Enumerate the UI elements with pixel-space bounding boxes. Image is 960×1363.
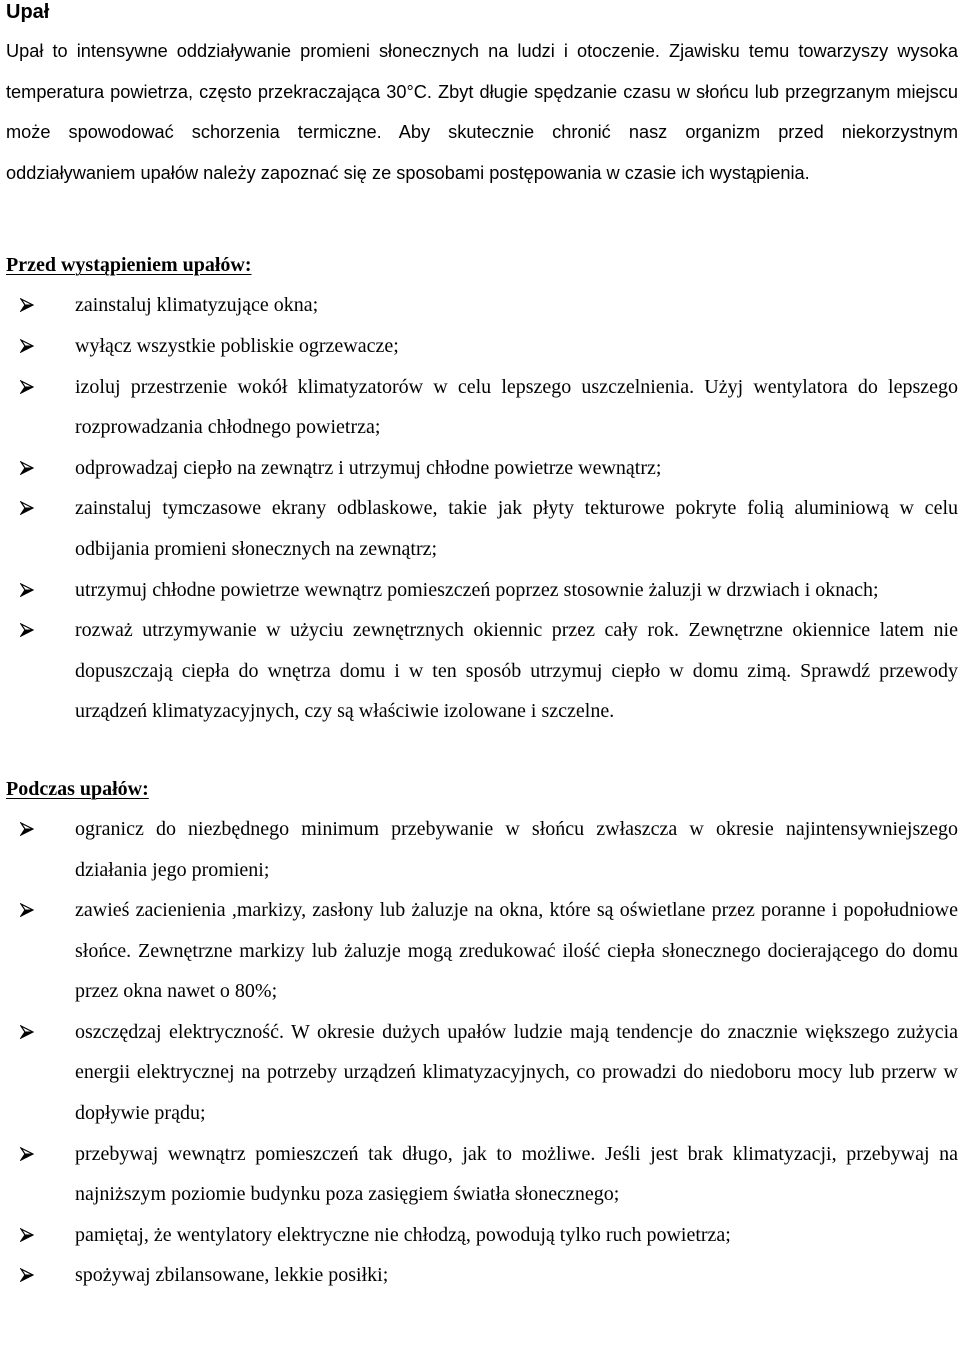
section-heading-during: Podczas upałów: (6, 777, 149, 800)
list-item: utrzymuj chłodne powietrze wewnątrz pomieszczeń poprzez stosownie żaluzji w drzwiach i oknach; (6, 570, 958, 611)
document-page (6, 0, 958, 1296)
arrowhead-bullet-icon (20, 501, 34, 515)
section-heading-before: Przed wystąpieniem upałów: (6, 254, 252, 277)
list-item: przebywaj wewnątrz pomieszczeń tak długo, jak to możliwe. Jeśli jest brak klimatyzacji, przebywaj na najniższym poziomie budynku poza zasięgiem światła słonecznego; (6, 1134, 958, 1215)
list-item: pamiętaj, że wentylatory elektryczne nie chłodzą, powodują tylko ruch powietrza; (6, 1215, 958, 1256)
arrowhead-bullet-icon (20, 822, 34, 836)
list-item: izoluj przestrzenie wokół klimatyzatorów w celu lepszego uszczelnienia. Użyj wentylatora do lepszego rozprowadzania chłodnego powietrza; (6, 367, 958, 448)
list-before-heat (6, 285, 958, 732)
list-item: wyłącz wszystkie pobliskie ogrzewacze; (6, 326, 958, 367)
list-item: zainstaluj tymczasowe ekrany odblaskowe, takie jak płyty tekturowe pokryte folią aluminiową w celu odbijania promieni słonecznych na zewnątrz; (6, 488, 958, 569)
arrowhead-bullet-icon (20, 380, 34, 394)
arrowhead-bullet-icon (20, 1228, 34, 1242)
arrowhead-bullet-icon (20, 903, 34, 917)
arrowhead-bullet-icon (20, 298, 34, 312)
list-item: odprowadzaj ciepło na zewnątrz i utrzymuj chłodne powietrze wewnątrz; (6, 448, 958, 489)
arrowhead-bullet-icon (20, 1268, 34, 1282)
list-item: ogranicz do niezbędnego minimum przebywanie w słońcu zwłaszcza w okresie najintensywniejszego działania jego promieni; (6, 809, 958, 890)
list-item: zainstaluj klimatyzujące okna; (6, 285, 958, 326)
arrowhead-bullet-icon (20, 583, 34, 597)
arrowhead-bullet-icon (20, 461, 34, 475)
list-item: rozważ utrzymywanie w użyciu zewnętrznych okiennic przez cały rok. Zewnętrzne okiennice latem nie dopuszczają ciepła do wnętrza domu i w ten sposób utrzymuj ciepło w domu zimą. Sprawdź przewody urządzeń klimatyzacyjnych, czy są właściwie izolowane i szczelne. (6, 610, 958, 732)
arrowhead-bullet-icon (20, 623, 34, 637)
arrowhead-bullet-icon (20, 1147, 34, 1161)
list-item: zawieś zacienienia ,markizy, zasłony lub żaluzje na okna, które są oświetlane przez poranne i popołudniowe słońce. Zewnętrzne markizy lub żaluzje mogą zredukować ilość ciepła słonecznego docierającego do domu przez okna nawet o 80%; (6, 890, 958, 1012)
list-item: oszczędzaj elektryczność. W okresie dużych upałów ludzie mają tendencje do znacznie większego zużycia energii elektrycznej na potrzeby urządzeń klimatyzacyjnych, co prowadzi do niedoboru mocy lub przerw w dopływie prądu; (6, 1012, 958, 1134)
arrowhead-bullet-icon (20, 339, 34, 353)
document-title: Upał (6, 1, 50, 23)
list-during-heat (6, 809, 958, 1296)
arrowhead-bullet-icon (20, 1025, 34, 1039)
intro-paragraph: Upał to intensywne oddziaływanie promieni słonecznych na ludzi i otoczenie. Zjawisku temu towarzyszy wysoka temperatura powietrza, często przekraczająca 30°C. Zbyt długie spędzanie czasu w słońcu lub przegrzanym miejscu może spowodować schorzenia termiczne. Aby skutecznie chronić nasz organizm przed niekorzystnym oddziaływaniem upałów należy zapoznać się ze sposobami postępowania w czasie ich wystąpienia. (6, 41, 958, 183)
list-item: spożywaj zbilansowane, lekkie posiłki; (6, 1255, 958, 1296)
